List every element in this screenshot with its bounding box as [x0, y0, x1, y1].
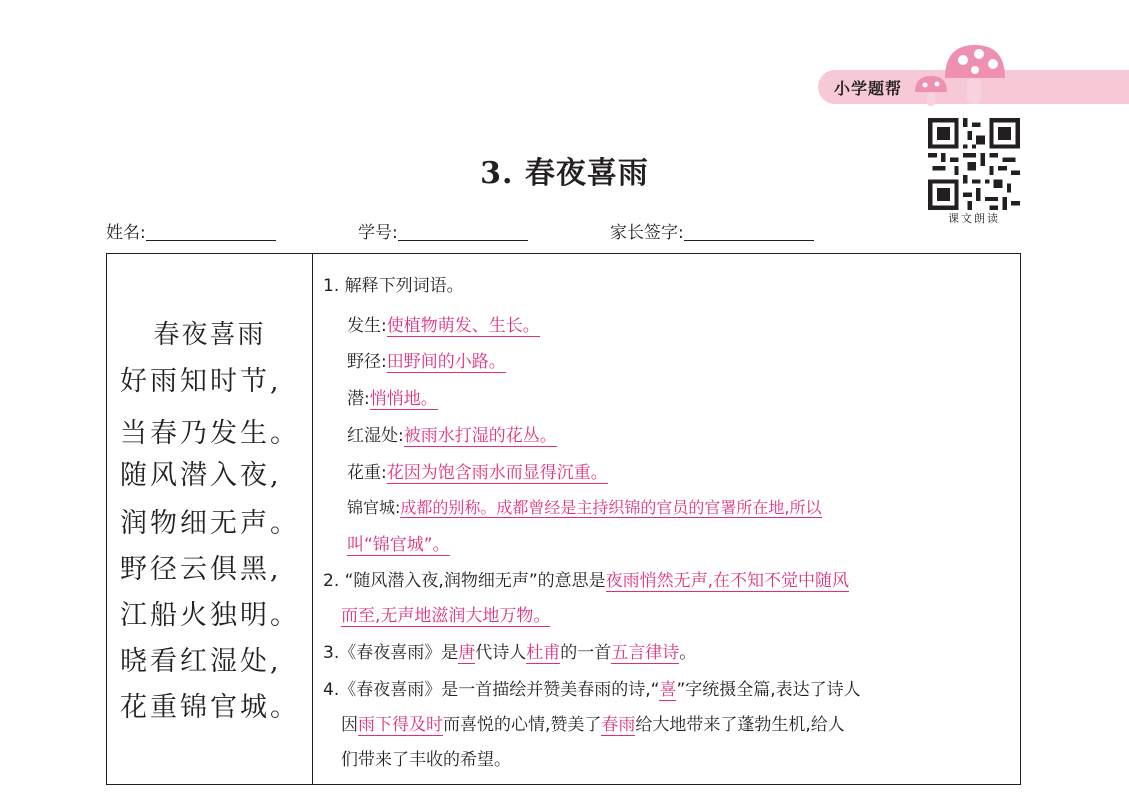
poem-line: 花重锦官城。 — [120, 692, 300, 723]
poem-line: 野径云俱黑, — [120, 554, 282, 585]
poem-line: 好雨知时节, — [120, 366, 282, 397]
q1-item — [347, 384, 438, 409]
q4-text: 因 — [341, 715, 358, 735]
term: 花重: — [347, 463, 387, 483]
answer: 使植物萌发、生长。 — [386, 316, 540, 336]
answer: 成都的别称。成都曾经是主持织锦的官员的官署所在地,所以 — [400, 498, 822, 517]
parent-signature-field[interactable] — [610, 218, 814, 243]
student-id-line[interactable] — [398, 239, 528, 241]
q4-answer-reason: 雨下得及时 — [358, 715, 443, 735]
ribbon-label: 小学题帮 — [834, 79, 903, 98]
name-label: 姓名: — [106, 223, 146, 243]
q1-item — [347, 495, 822, 518]
q4-text: 给大地带来了蓬勃生机,给人 — [635, 715, 845, 735]
q3-text: 3.《春夜喜雨》是 — [323, 643, 459, 663]
question-2 — [323, 566, 849, 591]
name-field[interactable] — [106, 218, 276, 243]
q2-answer-continued: 而至,无声地滋润大地万物。 — [341, 606, 551, 626]
q4-text: 4.《春夜喜雨》是一首描绘并赞美春雨的诗,“ — [323, 680, 660, 700]
q3-answer-form: 五言律诗 — [611, 643, 680, 663]
qr-caption: 课文朗读 — [948, 212, 1000, 225]
question-2-continued — [341, 601, 550, 626]
question-3 — [323, 638, 696, 663]
poem-line: 当春乃发生。 — [120, 418, 300, 449]
student-info-fields — [0, 218, 1129, 248]
question-4-line-3 — [341, 745, 511, 770]
q3-answer-poet: 杜甫 — [526, 643, 561, 663]
q4-text: 而喜悦的心情,赞美了 — [443, 715, 602, 735]
q1-item — [347, 347, 506, 372]
exercise-box — [106, 253, 1021, 785]
student-id-label: 学号: — [358, 223, 398, 243]
q3-text: 代诗人 — [475, 643, 527, 663]
term: 野径: — [347, 352, 387, 372]
parent-signature-label: 家长签字: — [610, 223, 684, 243]
term: 发生: — [347, 316, 387, 336]
parent-signature-line[interactable] — [684, 239, 814, 241]
q4-answer-subject: 春雨 — [601, 715, 636, 735]
q4-text: ”字统摄全篇,表达了诗人 — [676, 680, 861, 700]
student-id-field[interactable] — [358, 218, 528, 243]
q3-answer-dynasty: 唐 — [458, 643, 476, 663]
term: 红湿处: — [347, 426, 404, 446]
poem-line: 晓看红湿处, — [120, 646, 282, 677]
column-divider — [312, 254, 313, 784]
poem-title: 春夜喜雨 — [153, 320, 266, 350]
q4-answer-key-word: 喜 — [659, 680, 677, 700]
q1-item — [347, 311, 540, 336]
q2-answer: 夜雨悄然无声,在不知不觉中随风 — [605, 571, 850, 591]
name-line[interactable] — [146, 239, 276, 241]
page-title: 3. 春夜喜雨 — [480, 156, 649, 191]
q4-text: 们带来了丰收的希望。 — [341, 750, 511, 770]
poem-line: 随风潜入夜, — [120, 460, 282, 491]
answer-continued: 叫“锦官城”。 — [347, 535, 450, 555]
q3-text: 。 — [679, 643, 697, 663]
answer: 被雨水打湿的花丛。 — [403, 426, 557, 446]
q2-prefix: 2. “随风潜入夜,润物细无声”的意思是 — [323, 571, 606, 591]
q3-text: 的一首 — [560, 643, 612, 663]
poem-line: 润物细无声。 — [120, 508, 300, 539]
q1-item — [347, 421, 557, 446]
question-4 — [323, 675, 861, 700]
term: 潜: — [347, 389, 370, 409]
question-1-prompt: 1. 解释下列词语。 — [323, 276, 464, 296]
poem-line: 江船火独明。 — [120, 600, 300, 631]
answer: 悄悄地。 — [369, 389, 438, 409]
q1-item — [347, 458, 608, 483]
mushroom-icon — [915, 40, 1005, 110]
answer: 田野间的小路。 — [386, 352, 506, 372]
term: 锦官城: — [347, 498, 401, 517]
q1-item-continued — [347, 530, 450, 555]
answer: 花因为饱含雨水而显得沉重。 — [386, 463, 608, 483]
question-4-line-2 — [341, 710, 845, 735]
